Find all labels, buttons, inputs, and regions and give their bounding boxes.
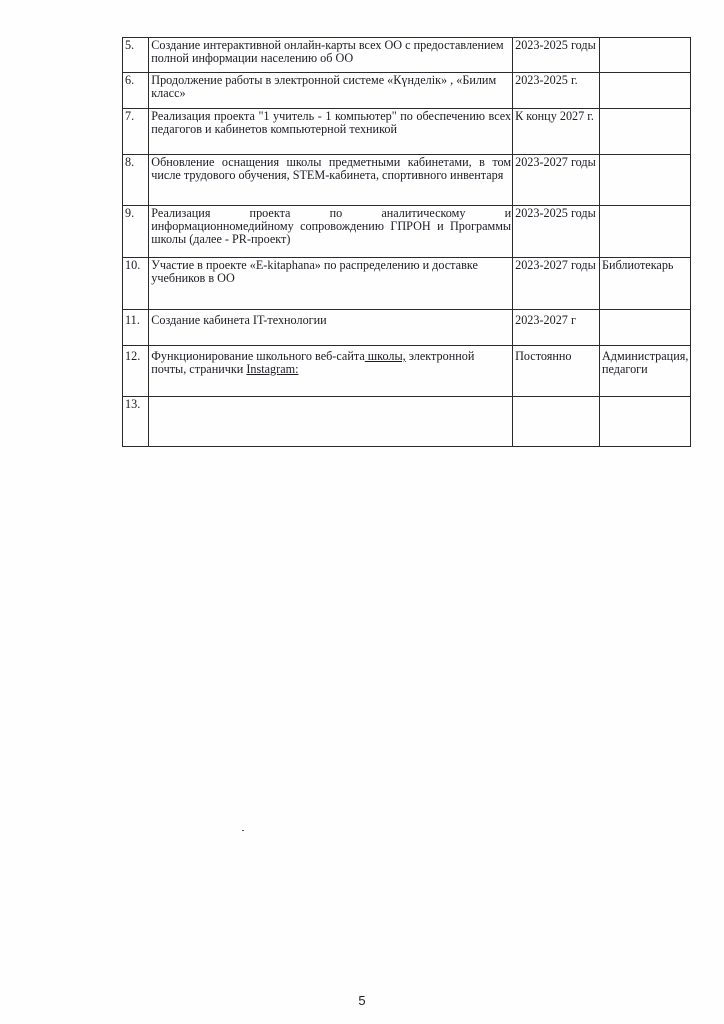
row-number: 11. xyxy=(123,310,149,346)
responsible xyxy=(600,109,691,155)
task-description: Создание интерактивной онлайн-карты всех ОО с предоставлением полной информации населению об ОО xyxy=(149,38,513,73)
table-row xyxy=(123,310,691,346)
row-number: 10. xyxy=(123,258,149,310)
table-row xyxy=(123,397,691,447)
task-description: Реализация проекта "1 учитель - 1 компьютер" по обеспечению всех педагогов и кабинетов компьютерной техникой xyxy=(149,109,513,155)
table-row xyxy=(123,346,691,397)
responsible xyxy=(600,397,691,447)
page-number: 5 xyxy=(358,993,366,1008)
task-description xyxy=(149,397,513,447)
row-number: 13. xyxy=(123,397,149,447)
task-description xyxy=(149,346,513,397)
responsible: Администрация, педагоги xyxy=(600,346,691,397)
deadline: 2023-2025 годы xyxy=(513,206,600,258)
row-number: 6. xyxy=(123,73,149,109)
deadline: 2023-2025 годы xyxy=(513,38,600,73)
deadline: Постоянно xyxy=(513,346,600,397)
deadline: 2023-2027 годы xyxy=(513,155,600,206)
deadline xyxy=(513,397,600,447)
row-number: 12. xyxy=(123,346,149,397)
responsible: Библиотекарь xyxy=(600,258,691,310)
task-description: Создание кабинета IT-технологии xyxy=(149,310,513,346)
task-description: Продолжение работы в электронной системе «Күнделік» , «Билим класс» xyxy=(149,73,513,109)
table-row xyxy=(123,155,691,206)
responsible xyxy=(600,155,691,206)
deadline: 2023-2025 г. xyxy=(513,73,600,109)
table-row xyxy=(123,258,691,310)
table-row xyxy=(123,109,691,155)
table-row xyxy=(123,206,691,258)
responsible xyxy=(600,38,691,73)
task-description: Участие в проекте «E-kitaphana» по распределению и доставке учебников в ОО xyxy=(149,258,513,310)
responsible xyxy=(600,310,691,346)
deadline: 2023-2027 г xyxy=(513,310,600,346)
plan-table xyxy=(122,37,691,447)
instagram-link-text: Instagram: xyxy=(246,362,299,376)
scan-speck xyxy=(242,830,244,831)
deadline: К концу 2027 г. xyxy=(513,109,600,155)
row-number: 7. xyxy=(123,109,149,155)
responsible xyxy=(600,73,691,109)
table-row xyxy=(123,38,691,73)
task-description: Реализация проекта по аналитическому и информационномедийному сопровождению ГПРОН и Программы школы (далее - PR-проект) xyxy=(149,206,513,258)
deadline: 2023-2027 годы xyxy=(513,258,600,310)
task-text: электронной почты, странички xyxy=(151,349,475,376)
table-row xyxy=(123,73,691,109)
task-text: Функционирование школьного веб-сайта xyxy=(151,349,365,363)
responsible xyxy=(600,206,691,258)
row-number: 9. xyxy=(123,206,149,258)
school-link-text: школы, xyxy=(364,349,406,363)
task-description: Обновление оснащения школы предметными кабинетами, в том числе трудового обучения, STEM-кабинета, спортивного инвентаря xyxy=(149,155,513,206)
row-number: 5. xyxy=(123,38,149,73)
row-number: 8. xyxy=(123,155,149,206)
